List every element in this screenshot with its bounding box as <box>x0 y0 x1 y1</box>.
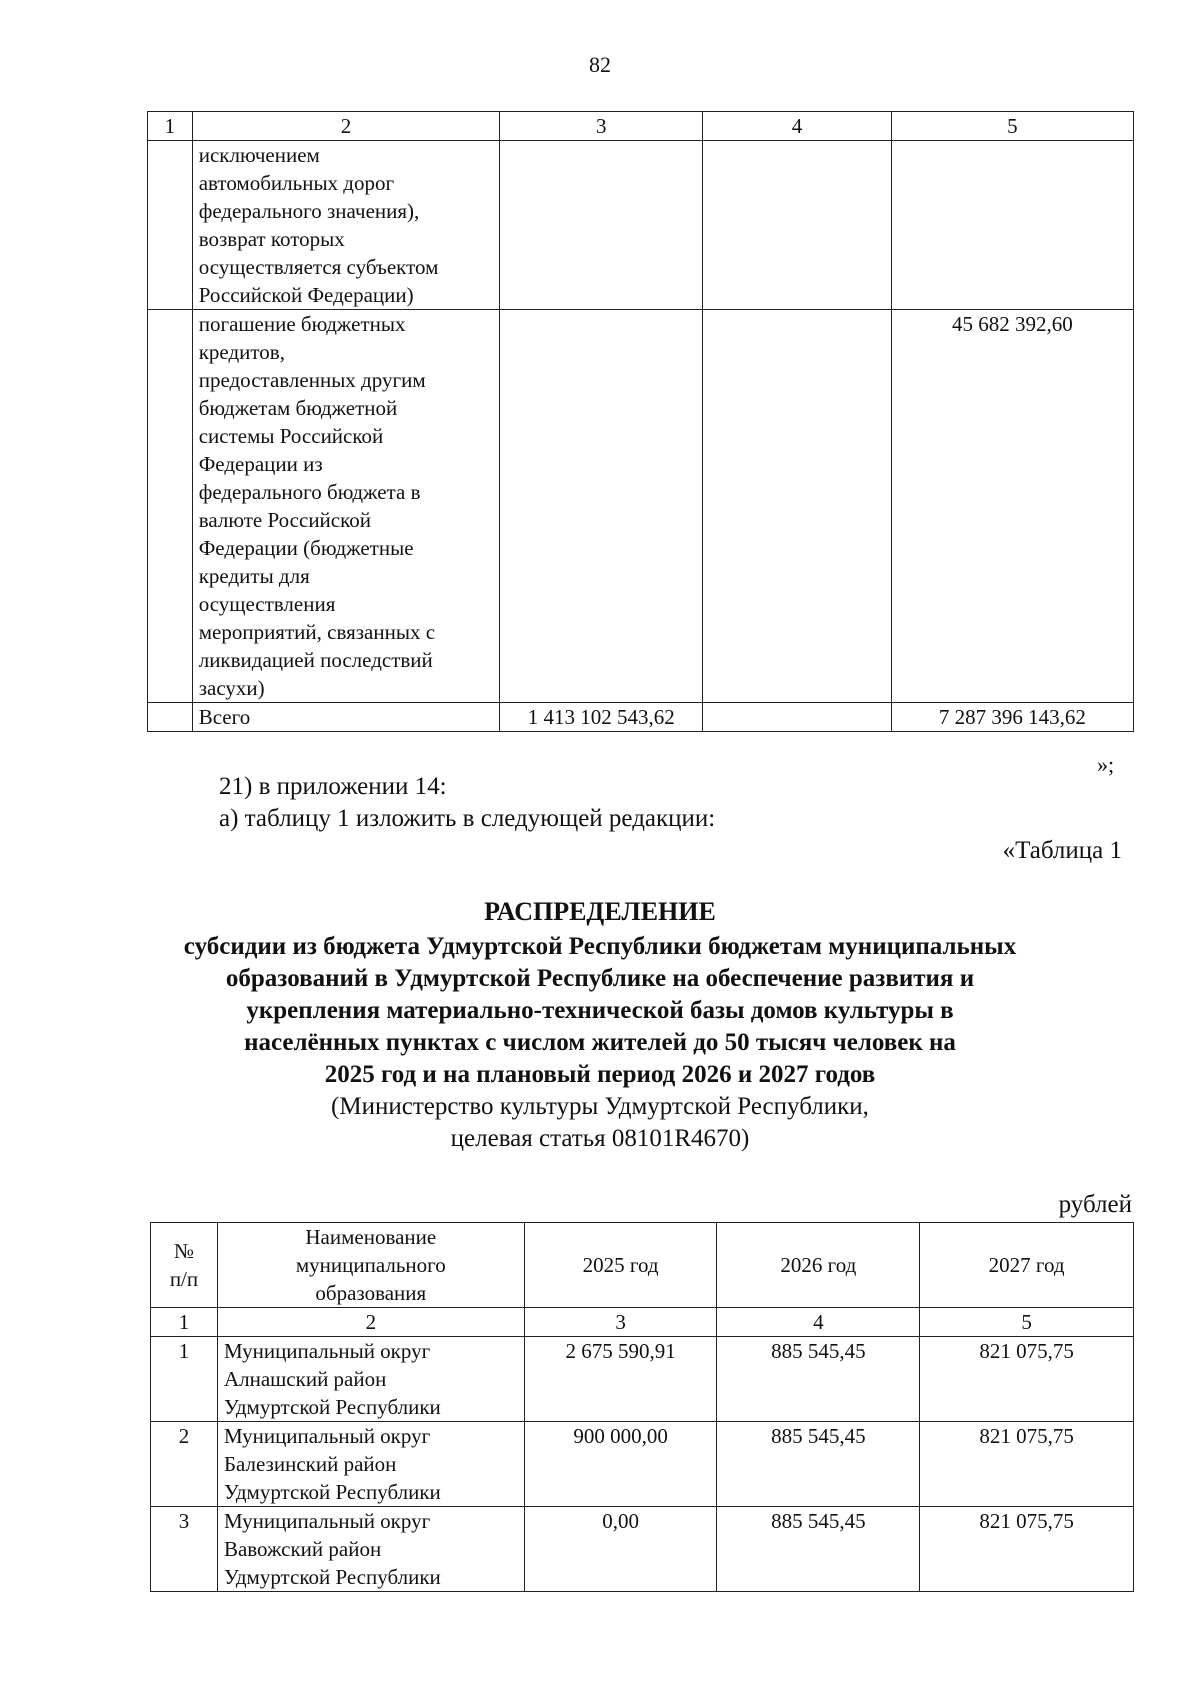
row-number-cell: 1 <box>151 1337 218 1422</box>
continued-table-header <box>148 112 1134 141</box>
name-line: Муниципальный округ <box>223 1424 431 1448</box>
name-line: Муниципальный округ <box>223 1339 431 1363</box>
header-cell: 2 <box>192 112 500 141</box>
name-line: кредиты для <box>198 564 310 588</box>
name-line: возврат которых <box>198 227 345 251</box>
row-number-cell <box>148 703 193 732</box>
heading-line: субсидии из бюджета Удмуртской Республики бюджетам муниципальных <box>183 933 1017 960</box>
amount-cell <box>703 310 892 703</box>
page-number: 82 <box>589 52 611 77</box>
table-row <box>148 310 1134 703</box>
article-line: целевая статья 08101R4670) <box>450 1125 750 1152</box>
amount-cell <box>500 310 703 703</box>
name-line: Алнашский район <box>223 1367 387 1391</box>
column-index-row <box>151 1308 1134 1337</box>
total-amount-cell <box>703 703 892 732</box>
name-line: осуществления <box>198 592 336 616</box>
unit-label: рублей <box>1058 1191 1132 1218</box>
heading-line: образований в Удмуртской Республике на обеспечение развития и <box>225 965 975 992</box>
table-row <box>151 1507 1134 1592</box>
name-line: автомобильных дорог <box>198 171 395 195</box>
ministry-line: (Министерство культуры Удмуртской Республики, <box>331 1093 869 1120</box>
document-heading: РАСПРЕДЕЛЕНИЕ <box>484 897 716 926</box>
continued-table <box>147 111 1134 732</box>
amount-2025-cell: 2 675 590,91 <box>524 1337 717 1422</box>
name-line: Балезинский район <box>223 1452 397 1476</box>
name-line: Удмуртской Республики <box>223 1565 441 1589</box>
row-number-cell <box>148 310 193 703</box>
distribution-table <box>150 1222 1134 1592</box>
name-line: бюджетам бюджетной <box>198 396 398 420</box>
heading-line: населённых пунктах с числом жителей до 50 тысяч человек на <box>244 1029 956 1056</box>
amount-2025-cell: 900 000,00 <box>524 1422 717 1507</box>
name-line: валюте Российской <box>198 508 371 532</box>
heading-line: укрепления материально-технической базы домов культуры в <box>246 997 954 1024</box>
total-row <box>148 703 1134 732</box>
name-line: погашение бюджетных <box>198 312 406 336</box>
name-line: кредитов, <box>198 340 285 364</box>
header-cell-number <box>151 1223 218 1308</box>
municipality-cell <box>217 1337 524 1422</box>
header-line: Наименование <box>305 1225 437 1249</box>
amount-cell <box>891 141 1133 310</box>
amount-2026-cell: 885 545,45 <box>717 1507 920 1592</box>
name-line: Удмуртской Республики <box>223 1395 441 1419</box>
distribution-table-header <box>151 1223 1134 1308</box>
header-cell: 4 <box>703 112 892 141</box>
index-cell: 3 <box>524 1308 717 1337</box>
name-line: осуществляется субъектом <box>198 255 439 279</box>
amount-cell: 45 682 392,60 <box>891 310 1133 703</box>
name-line: Федерации из <box>198 452 323 476</box>
amendment-item: 21) в приложении 14: <box>219 773 447 800</box>
row-name-cell <box>192 141 500 310</box>
name-line: федерального бюджета в <box>198 480 421 504</box>
total-label: Всего <box>198 705 251 729</box>
header-line: п/п <box>169 1267 199 1291</box>
row-name-cell <box>192 703 500 732</box>
name-line: ликвидацией последствий <box>198 648 433 672</box>
name-line: Вавожский район <box>223 1537 382 1561</box>
name-line: Муниципальный округ <box>223 1509 431 1533</box>
name-line: Российской Федерации) <box>198 283 414 307</box>
name-line: предоставленных другим <box>198 368 426 392</box>
row-number-cell: 2 <box>151 1422 218 1507</box>
amount-cell <box>703 141 892 310</box>
total-amount-cell: 1 413 102 543,62 <box>500 703 703 732</box>
amendment-subitem: а) таблицу 1 изложить в следующей редакции: <box>219 805 716 832</box>
row-name-cell <box>192 310 500 703</box>
name-line: засухи) <box>198 676 265 700</box>
header-line: муниципального <box>295 1253 446 1277</box>
total-amount-cell: 7 287 396 143,62 <box>891 703 1133 732</box>
heading-line: 2025 год и на плановый период 2026 и 2027 годов <box>324 1061 876 1088</box>
name-line: исключением <box>198 143 320 167</box>
name-line: федерального значения), <box>198 199 420 223</box>
index-cell: 5 <box>920 1308 1134 1337</box>
name-line: системы Российской <box>198 424 384 448</box>
amount-2026-cell: 885 545,45 <box>717 1337 920 1422</box>
header-line: № <box>173 1239 194 1263</box>
index-cell: 1 <box>151 1308 218 1337</box>
table-row <box>151 1422 1134 1507</box>
amount-2025-cell: 0,00 <box>524 1507 717 1592</box>
amount-2027-cell: 821 075,75 <box>920 1507 1134 1592</box>
index-cell: 2 <box>217 1308 524 1337</box>
row-number-cell <box>148 141 193 310</box>
header-cell: 5 <box>891 112 1133 141</box>
name-line: Удмуртской Республики <box>223 1480 441 1504</box>
header-cell-2027: 2027 год <box>920 1223 1134 1308</box>
amount-2026-cell: 885 545,45 <box>717 1422 920 1507</box>
header-cell-2026: 2026 год <box>717 1223 920 1308</box>
name-line: мероприятий, связанных с <box>198 620 436 644</box>
header-cell: 1 <box>148 112 193 141</box>
table-row <box>148 141 1134 310</box>
amount-2027-cell: 821 075,75 <box>920 1422 1134 1507</box>
municipality-cell <box>217 1422 524 1507</box>
index-cell: 4 <box>717 1308 920 1337</box>
name-line: Федерации (бюджетные <box>198 536 414 560</box>
table-label: «Таблица 1 <box>1002 837 1122 864</box>
header-line: образования <box>315 1281 427 1305</box>
table-row <box>151 1337 1134 1422</box>
header-cell: 3 <box>500 112 703 141</box>
amount-2027-cell: 821 075,75 <box>920 1337 1134 1422</box>
row-number-cell: 3 <box>151 1507 218 1592</box>
header-cell-2025: 2025 год <box>524 1223 717 1308</box>
closing-quote: »; <box>1097 752 1115 777</box>
municipality-cell <box>217 1507 524 1592</box>
amount-cell <box>500 141 703 310</box>
header-cell-name <box>217 1223 524 1308</box>
